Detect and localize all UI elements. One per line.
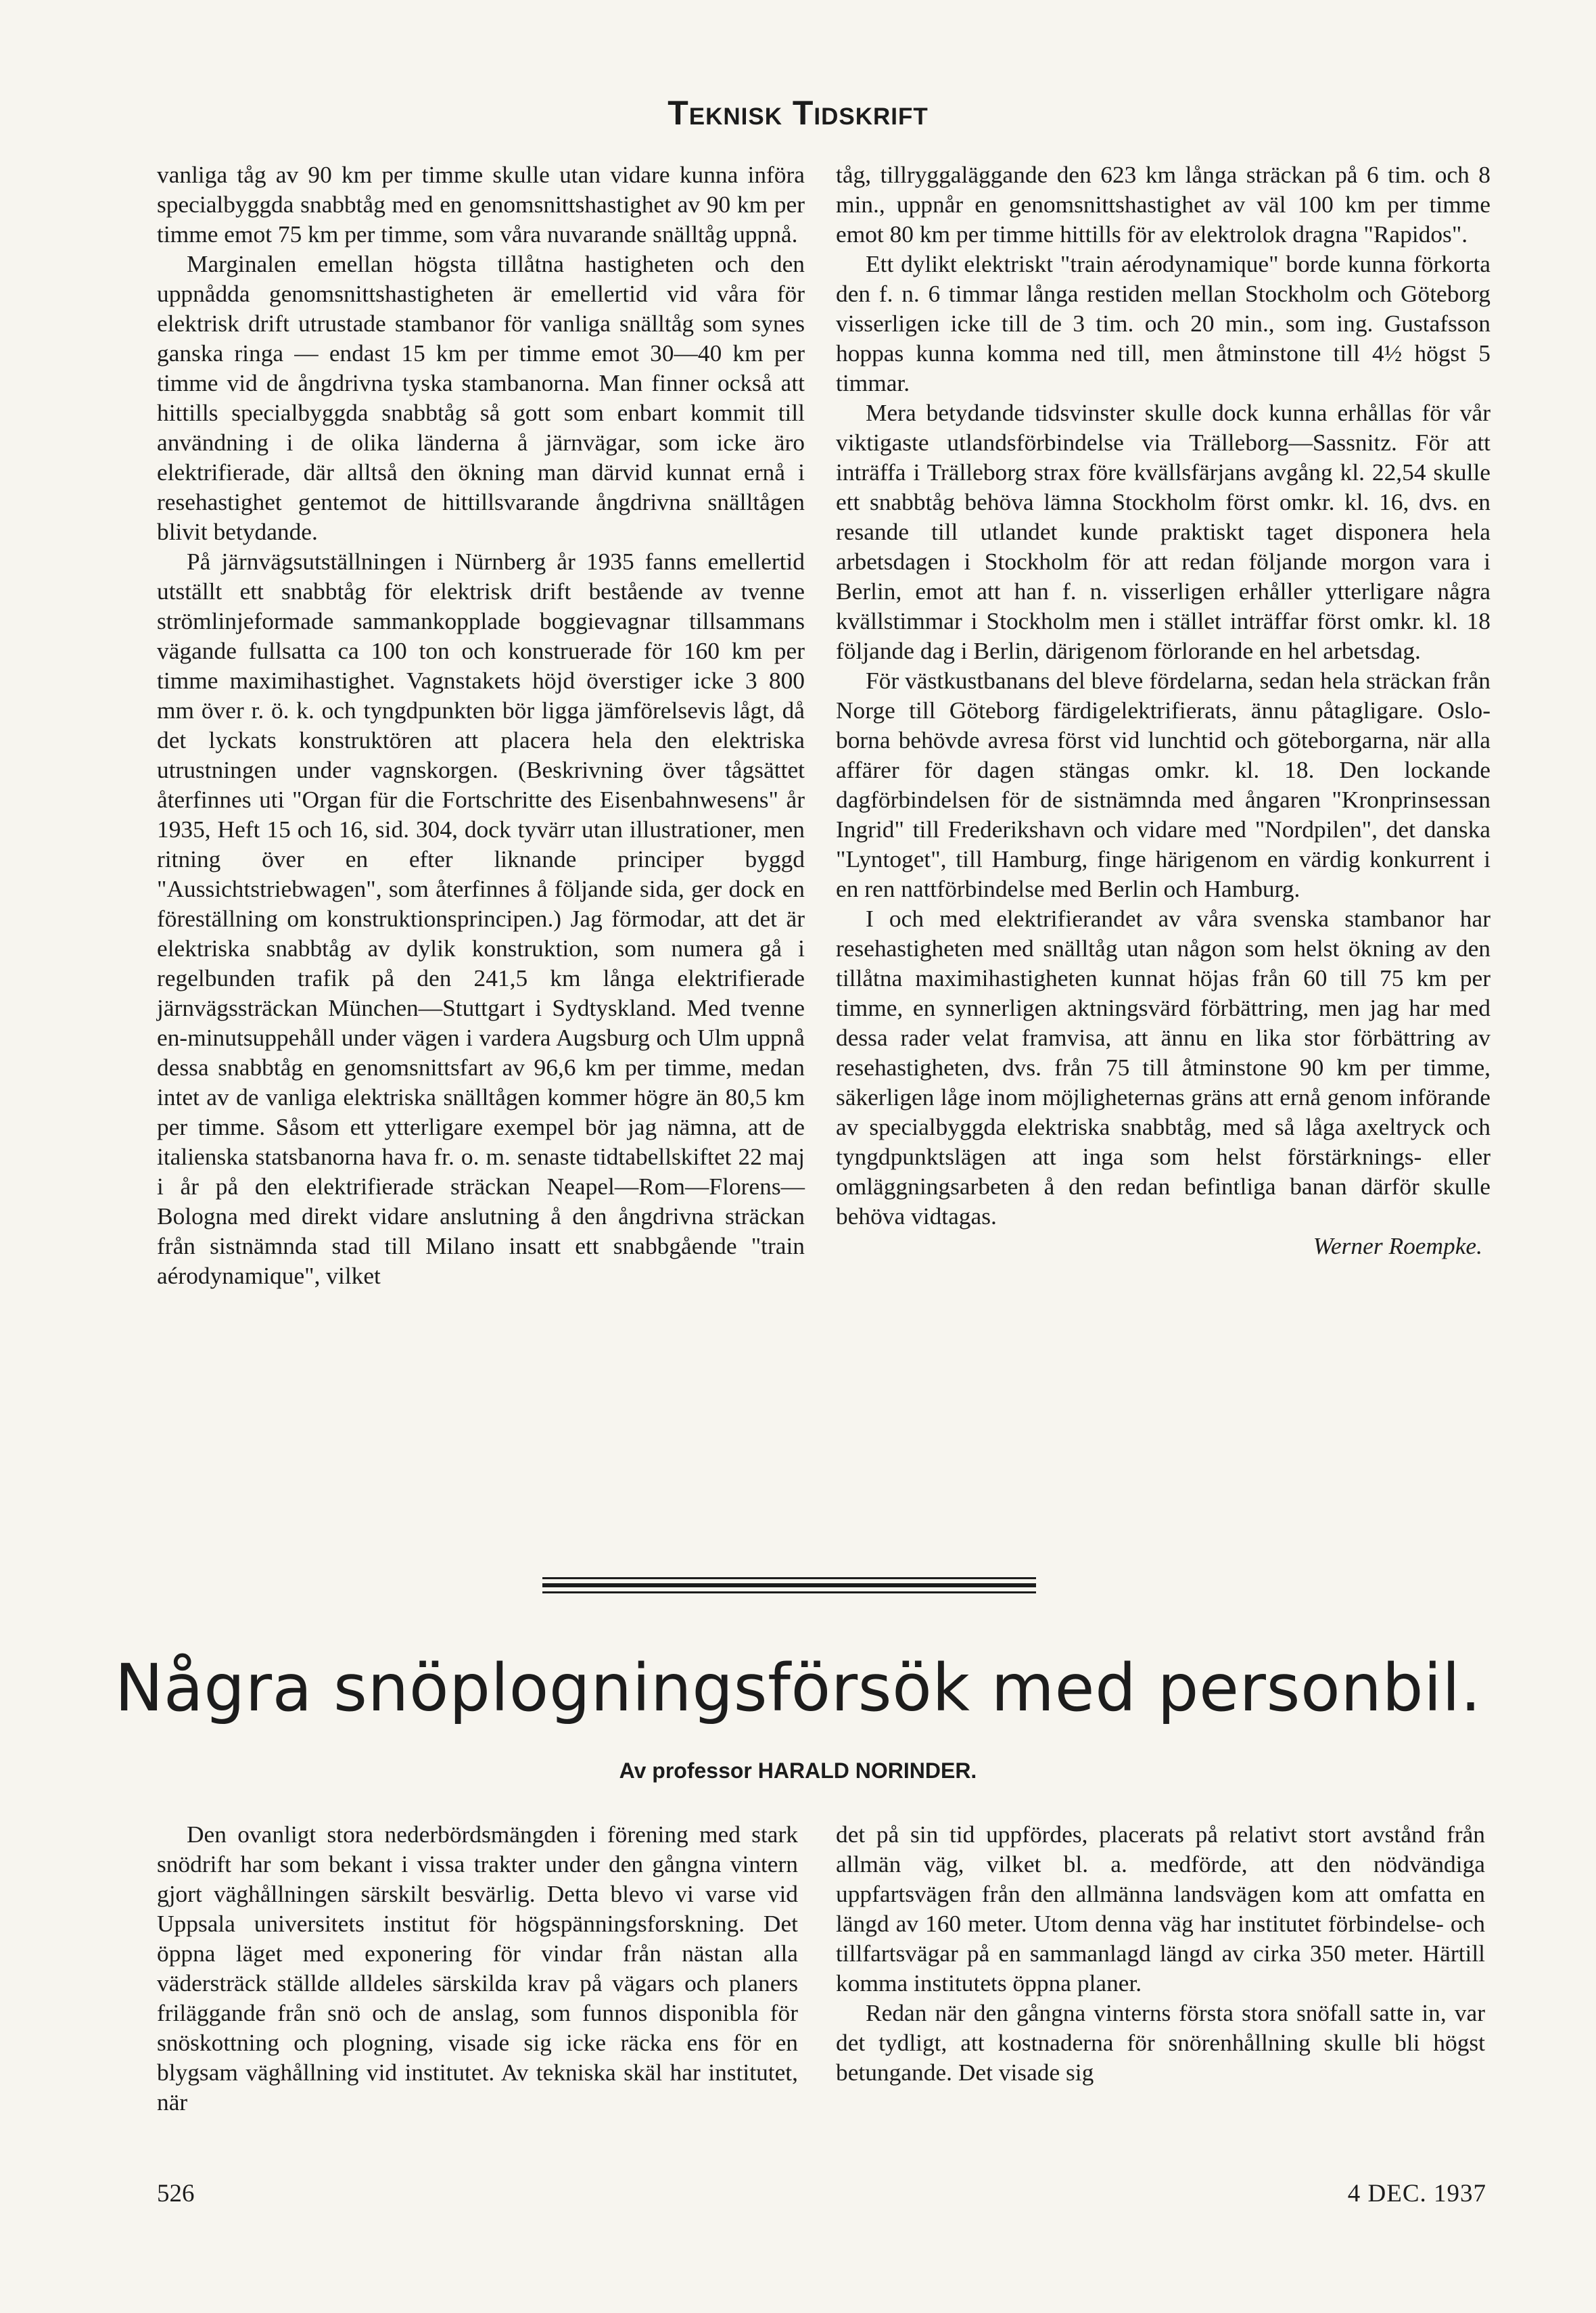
paragraph: För västkustbanans del bleve fördelarna, sedan hela sträckan från Norge till Göteborg färdigelektrifierats, ännu påtagligare. Oslo-borna behövde avresa först vid lunchtid och göteborgarna, när alla affärer för dagen stängas omkr. kl. 18. Den lockande dagförbindelsen för de sistnämnda med ångaren "Kronprinsessan Ingrid" till Frederikshavn och vidare med "Nordpilen", det danska "Lyntoget", till Hamburg, finge härigenom en värdig konkurrent i en ren nattförbindelse med Berlin och Hamburg. — [836, 667, 1491, 902]
paragraph: I och med elektrifierandet av våra svenska stambanor har resehastigheten med snälltåg utan någon som helst ökning av den tillåtna maximihastigheten kunnat höjas från 60 till 75 km per timme, en synnerligen aktningsvärd förbättring, men jag har med dessa rader velat framvisa, att ännu en lika stor förbättring av resehastigheten, dvs. från 75 till åtminstone 90 km per timme, säkerligen låge inom möjligheternas gräns att ernå genom införande av specialbyggda elektriska snabbtåg, med så låga axeltryck och tyngdpunktslägen att inga som helst förstärknings- eller omläggningsarbeten å den redan befintliga banan därför skulle behöva vidtagas. — [836, 905, 1491, 1230]
issue-date: 4 DEC. 1937 — [1347, 2180, 1486, 2207]
top-right-column — [836, 160, 1491, 1261]
page-number: 526 — [157, 2180, 195, 2207]
paragraph: tåg, tillryggaläggande den 623 km långa sträckan på 6 tim. och 8 min., uppnår en genomsnittshastighet av väl 100 km per timme emot 80 km per timme hittills för av elektrolok dragna "Rapidos". — [836, 161, 1491, 248]
article-title: Några snöplogningsförsök med personbil. — [114, 1650, 1482, 1726]
author-signature: Werner Roempke. — [1313, 1232, 1482, 1259]
bottom-left-column — [157, 1819, 798, 2117]
section-divider-top — [542, 1577, 1036, 1579]
paragraph: det på sin tid uppfördes, placerats på relativt stort avstånd från allmän väg, vilket bl. a. medförde, att den nödvändiga uppfartsvägen från den allmänna landsvägen kom att omfatta en längd av 160 meter. Utom denna väg har institutet förbindelse- och tillfartsvägar på en sammanlagd längd av cirka 350 meter. Härtill komma institutets öppna planer. — [836, 1821, 1485, 1996]
journal-title: Teknisk Tidskrift — [667, 94, 929, 132]
article-byline: Av professor HARALD NORINDER. — [619, 1758, 977, 1783]
paragraph: Marginalen emellan högsta tillåtna hastigheten och den uppnådda genomsnittshastigheten är emellertid vid våra för elektrisk drift utrustade stambanor för vanliga snälltåg som synes ganska ringa — endast 15 km per timme emot 30—40 km per timme vid de ångdrivna tyska stambanorna. Man finner också att hittills specialbyggda snabbtåg så gott som enbart kommit till användning i de olika länderna å järnvägar, som icke äro elektrifierade, där alltså den ökning man därvid kunnat ernå i resehastighet gentemot de hittillsvarande ångdrivna snälltågen blivit betydande. — [157, 250, 805, 545]
paragraph: vanliga tåg av 90 km per timme skulle utan vidare kunna införa specialbyggda snabbtåg med en genomsnittshastighet av 90 km per timme emot 75 km per timme, som våra nuvarande snälltåg uppnå. — [157, 161, 805, 248]
paragraph: Redan när den gångna vinterns första stora snöfall satte in, var det tydligt, att kostnaderna för snörenhållning skulle bli högst betungande. Det visade sig — [836, 1999, 1485, 2086]
bottom-right-column — [836, 1819, 1485, 2087]
paragraph: Den ovanligt stora nederbördsmängden i förening med stark snödrift har som bekant i vissa trakter under den gångna vintern gjort väghållningen särskilt besvärlig. Detta blevo vi varse vid Uppsala universitets institut för högspänningsforskning. Det öppna läget med exponering för vindar från nästan alla vädersträck ställde alldeles särskilda krav på vägars och planers friläggande från snö och de anslag, som funnos disponibla för snöskottning och plogning, visade sig icke räcka ens för en blygsam väghållning vid institutet. Av tekniska skäl har institutet, när — [157, 1821, 798, 2116]
top-left-column — [157, 160, 805, 1290]
paragraph: Ett dylikt elektriskt "train aérodynamique" borde kunna förkorta den f. n. 6 timmar långa restiden mellan Stockholm och Göteborg visserligen icke till de 3 tim. och 20 min., som ing. Gustafsson hoppas kunna komma ned till, men åtminstone till 4½ högst 5 timmar. — [836, 250, 1491, 396]
paragraph: Mera betydande tidsvinster skulle dock kunna erhållas för vår viktigaste utlandsförbindelse via Trälleborg—Sassnitz. För att inträffa i Trälleborg strax före kvällsfärjans avgång kl. 22,54 skulle ett snabbtåg behöva lämna Stockholm först omkr. kl. 16, dvs. en resande till utlandet kunde praktiskt taget disponera hela arbetsdagen i Stockholm för att redan följande morgon vara i Berlin, emot att han f. n. visserligen erhåller ytterligare några kvällstimmar i Stockholm men i stället inträffar först omkr. kl. 18 följande dag i Berlin, därigenom förlorande en hel arbetsdag. — [836, 399, 1491, 664]
paragraph: På järnvägsutställningen i Nürnberg år 1935 fanns emellertid utställt ett snabbtåg för elektrisk drift bestående av tvenne strömlinjeformade sammankopplade boggievagnar tillsammans vägande fullsatta ca 100 ton och konstruerade för 160 km per timme maximihastighet. Vagnstakets höjd överstiger icke 3 800 mm över r. ö. k. och tyngdpunkten bör ligga jämförelsevis lågt, då det lyckats konstruktören att placera hela den elektriska utrustningen under vagnskorgen. (Beskrivning över tågsättet återfinnes uti "Organ für die Fortschritte des Eisenbahnwesens" år 1935, Heft 15 och 16, sid. 304, dock tyvärr utan illustrationer, men ritning över en efter liknande principer byggd "Aussichtstriebwagen", som återfinnes å följande sida, ger dock en föreställning om konstruktionsprincipen.) Jag förmodar, att det är elektriska snabbtåg av dylik konstruktion, som numera gå i regelbunden trafik på den 241,5 km långa elektrifierade järnvägssträckan München—Stuttgart i Sydtyskland. Med tvenne en-minutsuppehåll under vägen i vardera Augsburg och Ulm uppnå dessa snabbtåg en genomsnittsfart av 96,6 km per timme, medan intet av de vanliga elektriska snälltågen kommer högre än 80,5 km per timme. Såsom ett ytterligare exempel bör jag nämna, att de italienska statsbanorna hava fr. o. m. senaste tidtabellskiftet 22 maj i år på den elektrifierade sträckan Neapel—Rom—Florens—Bologna med direkt vidare anslutning å den ångdrivna sträckan från sistnämnda stad till Milano insatt ett snabbgående "train aérodynamique", vilket — [157, 548, 805, 1289]
section-divider-middle — [542, 1583, 1036, 1587]
section-divider-bottom — [542, 1591, 1036, 1593]
